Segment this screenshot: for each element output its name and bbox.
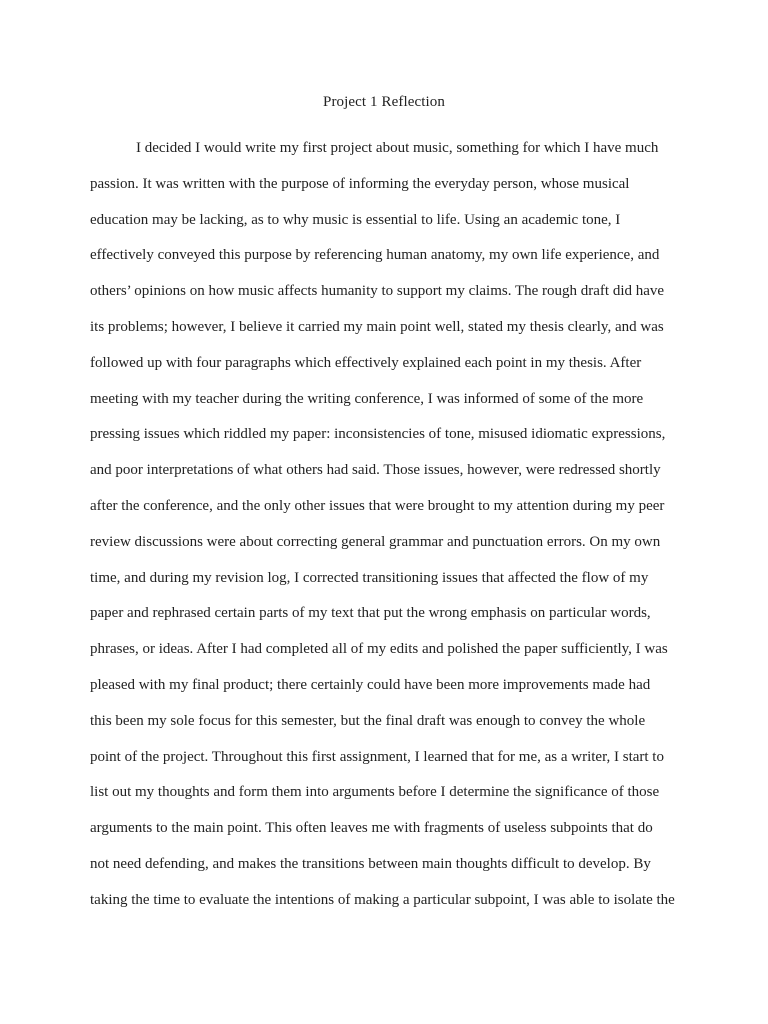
document-body <box>90 138 690 926</box>
paragraph-line: not need defending, and makes the transitions between main thoughts difficult to develop. By <box>90 855 651 872</box>
paragraph-line: effectively conveyed this purpose by referencing human anatomy, my own life experience, and <box>90 247 660 264</box>
paragraph-line: followed up with four paragraphs which effectively explained each point in my thesis. After <box>90 354 642 371</box>
paragraph-line: passion. It was written with the purpose of informing the everyday person, whose musical <box>90 175 630 192</box>
document-title: Project 1 Reflection <box>323 94 445 110</box>
paragraph-line: paper and rephrased certain parts of my text that put the wrong emphasis on particular words, <box>90 605 651 622</box>
paragraph-line: I decided I would write my first project about music, something for which I have much <box>136 140 659 156</box>
paragraph-line: point of the project. Throughout this first assignment, I learned that for me, as a writer, I start to <box>90 748 664 765</box>
paragraph-line: phrases, or ideas. After I had completed all of my edits and polished the paper sufficiently, I was <box>90 641 668 658</box>
paragraph-line: pressing issues which riddled my paper: inconsistencies of tone, misused idiomatic expressions, <box>90 426 666 443</box>
paragraph-line: this been my sole focus for this semester, but the final draft was enough to convey the whole <box>90 712 646 729</box>
paragraph-line: time, and during my revision log, I corrected transitioning issues that affected the flow of my <box>90 569 649 586</box>
paragraph-line: after the conference, and the only other issues that were brought to my attention during my peer <box>90 497 665 514</box>
paragraph-line: others’ opinions on how music affects humanity to support my claims. The rough draft did have <box>90 283 665 300</box>
paragraph-line: list out my thoughts and form them into arguments before I determine the significance of those <box>90 784 660 801</box>
paragraph-line: meeting with my teacher during the writing conference, I was informed of some of the more <box>90 390 644 407</box>
paragraph-line: and poor interpretations of what others had said. Those issues, however, were redressed shortly <box>90 462 661 479</box>
paragraph-line: its problems; however, I believe it carried my main point well, stated my thesis clearly, and was <box>90 318 664 335</box>
paragraph-line: education may be lacking, as to why music is essential to life. Using an academic tone, I <box>90 211 621 228</box>
paragraph-line: taking the time to evaluate the intentions of making a particular subpoint, I was able to isolate the <box>90 891 675 908</box>
paragraph-line: arguments to the main point. This often leaves me with fragments of useless subpoints that do <box>90 820 653 837</box>
paragraph-line: review discussions were about correcting general grammar and punctuation errors. On my own <box>90 533 661 550</box>
paragraph-line: pleased with my final product; there certainly could have been more improvements made had <box>90 676 651 693</box>
